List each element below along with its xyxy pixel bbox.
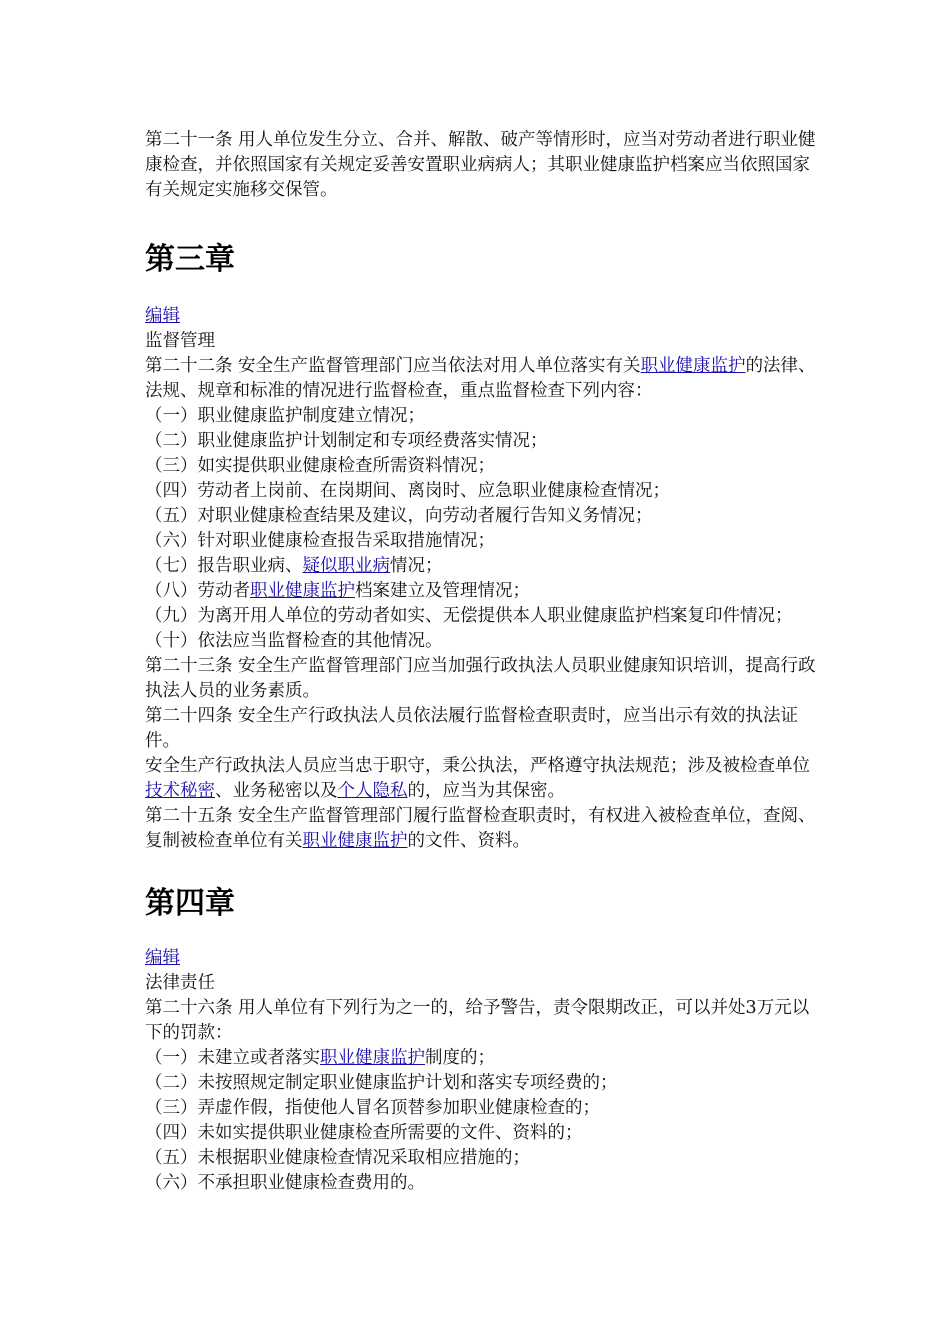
list-item: （二）职业健康监护计划制定和专项经费落实情况； — [145, 431, 548, 451]
article-21: 第二十一条 用人单位发生分立、合并、解散、破产等情形时，应当对劳动者进行职业健康检查，并依照国家有关规定妥善安置职业病病人；其职业健康监护档案应当依照国家有关规定实施移交保管。 — [145, 130, 816, 200]
list-item-1 — [145, 1046, 825, 1071]
list-item-9: （九）为离开用人单位的劳动者如实、无偿提供本人职业健康监护档案复印件情况； — [145, 606, 793, 626]
list-item: （四）劳动者上岗前、在岗期间、离岗时、应急职业健康检查情况； — [145, 481, 670, 501]
article-24b-text-b: 、业务秘密以及 — [215, 781, 338, 801]
list-item-8 — [145, 579, 825, 604]
document-page — [145, 128, 825, 1196]
link-suspected-occupational-disease[interactable]: 疑似职业病 — [302, 556, 390, 576]
list-item: （一）职业健康监护制度建立情况； — [145, 406, 425, 426]
link-occupational-health-monitoring[interactable]: 职业健康监护 — [302, 831, 408, 851]
list-item: （五）对职业健康检查结果及建议，向劳动者履行告知义务情况； — [145, 506, 653, 526]
article-25 — [145, 804, 825, 854]
article-24: 第二十四条 安全生产行政执法人员依法履行监督检查职责时，应当出示有效的执法证件。 — [145, 706, 799, 751]
chapter-3-title: 第三章 — [145, 242, 235, 277]
link-occupational-health-monitoring[interactable]: 职业健康监护 — [640, 356, 746, 376]
list-item-1-text-b: 制度的； — [425, 1048, 495, 1068]
list-item-8-text-b: 档案建立及管理情况； — [355, 581, 530, 601]
article-26: 第二十六条 用人单位有下列行为之一的，给予警告，责令限期改正，可以并处3万元以下的罚款： — [145, 998, 810, 1043]
link-occupational-health-monitoring[interactable]: 职业健康监护 — [250, 581, 355, 601]
link-personal-privacy[interactable]: 个人隐私 — [337, 781, 408, 801]
list-item: （六）针对职业健康检查报告采取措施情况； — [145, 531, 495, 551]
list-item-10: （十）依法应当监督检查的其他情况。 — [145, 631, 443, 651]
chapter-3-subtitle: 监督管理 — [145, 331, 215, 351]
list-item: （二）未按照规定制定职业健康监护计划和落实专项经费的； — [145, 1073, 618, 1093]
list-item-7 — [145, 554, 825, 579]
list-item-7-text-b: 情况； — [390, 556, 443, 576]
article-23: 第二十三条 安全生产监督管理部门应当加强行政执法人员职业健康知识培训，提高行政执法人员的业务素质。 — [145, 656, 816, 701]
article-22 — [145, 354, 825, 404]
list-item-8-text-a: （八）劳动者 — [145, 581, 250, 601]
link-technical-secret[interactable]: 技术秘密 — [145, 781, 215, 801]
list-item: （三）弄虚作假，指使他人冒名顶替参加职业健康检查的； — [145, 1098, 600, 1118]
chapter-4-edit-link[interactable]: 编辑 — [145, 948, 180, 968]
list-item-7-text-a: （七）报告职业病、 — [145, 556, 303, 576]
article-22-text-b: 的法律、法规、规章和标准的情况进行监督检查，重点监督检查下列内容： — [145, 356, 816, 401]
list-item: （三）如实提供职业健康检查所需资料情况； — [145, 456, 495, 476]
article-24b-text-c: 的，应当为其保密。 — [407, 781, 565, 801]
chapter-4-title: 第四章 — [145, 886, 235, 921]
chapter-4-subtitle: 法律责任 — [145, 973, 215, 993]
article-24-paragraph-2 — [145, 754, 825, 804]
article-25-text-b: 的文件、资料。 — [407, 831, 530, 851]
list-item-1-text-a: （一）未建立或者落实 — [145, 1048, 320, 1068]
list-item: （四）未如实提供职业健康检查所需要的文件、资料的； — [145, 1123, 583, 1143]
article-24b-text-a: 安全生产行政执法人员应当忠于职守，秉公执法，严格遵守执法规范；涉及被检查单位 — [145, 756, 810, 776]
link-occupational-health-monitoring[interactable]: 职业健康监护 — [320, 1048, 425, 1068]
article-22-text-a: 第二十二条 安全生产监督管理部门应当依法对用人单位落实有关 — [145, 356, 641, 376]
chapter-3-edit-link[interactable]: 编辑 — [145, 306, 180, 326]
article-25-text-a: 第二十五条 安全生产监督管理部门履行监督检查职责时，有权进入被检查单位，查阅、复制被检查单位有关 — [145, 806, 816, 851]
list-item: （六）不承担职业健康检查费用的。 — [145, 1173, 425, 1193]
list-item: （五）未根据职业健康检查情况采取相应措施的； — [145, 1148, 530, 1168]
